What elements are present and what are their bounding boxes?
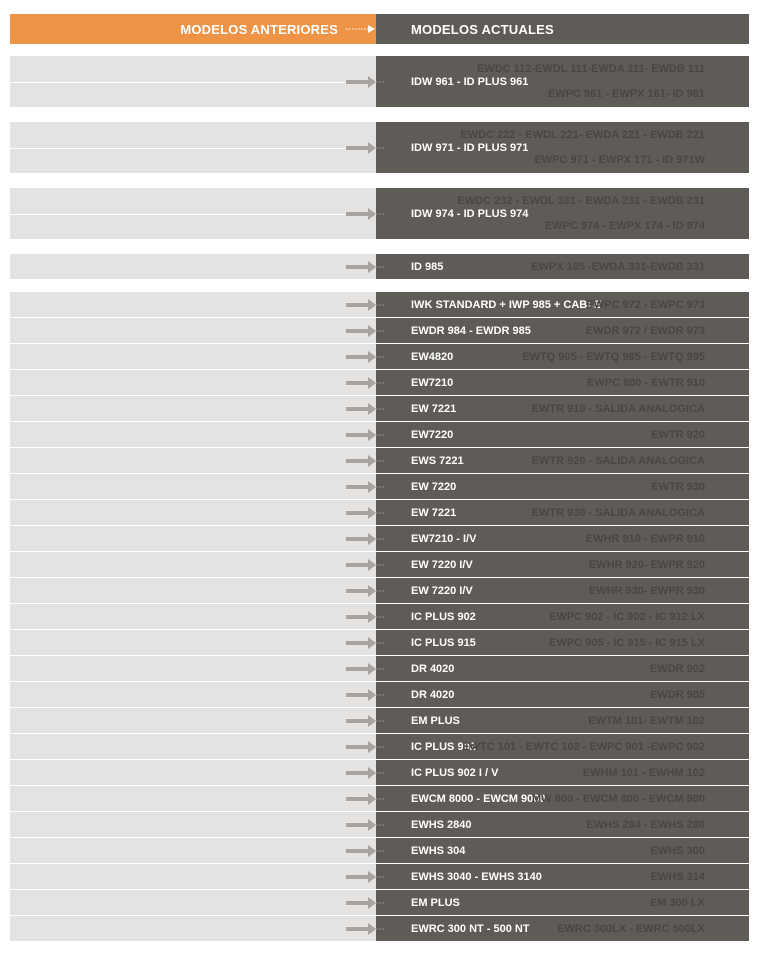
current-model-text: EW7210 - I/V — [411, 532, 477, 545]
current-model-text: EW 7220 I/V — [411, 584, 473, 597]
current-model-text: EW7220 — [411, 428, 454, 441]
model-row — [10, 656, 749, 681]
previous-model-cell — [10, 890, 376, 915]
previous-model-cell — [10, 682, 376, 707]
previous-model-text: EWHS 300 — [650, 844, 705, 857]
header-left-cell — [10, 14, 376, 44]
previous-model-cell — [10, 604, 376, 629]
previous-model-text: EWDC 222 - EWDL 221- EWDA 221 - EWDB 221 — [460, 128, 705, 141]
current-model-text: IC PLUS 902 — [411, 610, 476, 623]
arrow-icon — [344, 792, 384, 806]
previous-model-text: MW 800 - EWCM 800 - EWCM 900 — [532, 792, 705, 805]
current-model-text: ID 985 — [411, 260, 444, 273]
arrow-icon — [344, 584, 384, 598]
previous-model-text: EWTR 910 - SALIDA ANALOGICA — [531, 402, 705, 415]
current-model-text: EM PLUS — [411, 714, 460, 727]
arrow-icon — [344, 454, 384, 468]
previous-model-text: EWPC 974 - EWPX 174 - ID 974 — [544, 220, 705, 233]
model-row — [10, 526, 749, 551]
arrow-icon — [344, 870, 384, 884]
previous-model-text: EWTQ 905 - EWTQ 985 - EWTQ 995 — [522, 350, 705, 363]
group-row — [10, 56, 749, 107]
model-row — [10, 448, 749, 473]
model-row — [10, 370, 749, 395]
previous-model-cell — [10, 838, 376, 863]
current-model-text: EW 7221 — [411, 402, 457, 415]
previous-model-cell — [10, 526, 376, 551]
current-model-text: IWK STANDARD + IWP 985 + CABLE — [411, 298, 602, 311]
header-previous-models: MODELOS ANTERIORES — [180, 21, 338, 37]
model-row — [10, 396, 749, 421]
group-row — [10, 254, 749, 279]
arrow-icon — [344, 922, 384, 936]
current-model-text: IC PLUS 902 — [411, 740, 476, 753]
model-row — [10, 890, 749, 915]
model-row — [10, 760, 749, 785]
previous-model-text: EWDR 902 — [649, 662, 705, 675]
current-model-text: IDW 961 - ID PLUS 961 — [411, 75, 529, 88]
previous-model-text: EWTC 101 - EWTC 102 - EWPC 901 -EWPC 902 — [462, 740, 705, 753]
arrow-icon — [344, 688, 384, 702]
model-row — [10, 422, 749, 447]
arrow-icon — [344, 766, 384, 780]
current-model-text: DR 4020 — [411, 662, 455, 675]
arrow-icon — [344, 22, 384, 36]
model-row — [10, 916, 749, 941]
arrow-icon — [344, 324, 384, 338]
table-header — [10, 14, 749, 44]
previous-model-text: EWTM 101- EWTM 102 — [588, 714, 705, 727]
header-current-models: MODELOS ACTUALES — [411, 21, 554, 37]
arrow-icon — [344, 714, 384, 728]
model-row — [10, 500, 749, 525]
current-model-text: EWRC 300 NT - 500 NT — [411, 922, 530, 935]
arrow-icon — [344, 506, 384, 520]
model-row — [10, 838, 749, 863]
previous-model-text: EWHR 930- EWPR 930 — [588, 584, 705, 597]
model-row — [10, 708, 749, 733]
model-row — [10, 292, 749, 317]
arrow-icon — [344, 740, 384, 754]
arrow-icon — [344, 260, 384, 274]
model-row — [10, 344, 749, 369]
previous-model-text: EWTR 930 - SALIDA ANALOGICA — [531, 506, 705, 519]
model-row — [10, 604, 749, 629]
current-model-text: EW4820 — [411, 350, 454, 363]
model-row — [10, 578, 749, 603]
previous-model-text: EWPC 971 - EWPX 171 - ID 971W — [534, 154, 705, 167]
previous-model-text: EWTR 920 - SALIDA ANALOGICA — [531, 454, 705, 467]
previous-model-text: EWPC 972 - EWPC 973 — [586, 298, 705, 311]
previous-model-text: EWDR 972 / EWDR 973 — [585, 324, 705, 337]
group-row — [10, 188, 749, 239]
previous-model-cell — [10, 344, 376, 369]
previous-model-cell — [10, 656, 376, 681]
previous-model-cell — [10, 370, 376, 395]
current-model-text: EWDR 984 - EWDR 985 — [411, 324, 531, 337]
previous-model-text: EWTR 930 — [651, 480, 705, 493]
current-model-text: DR 4020 — [411, 688, 455, 701]
model-row — [10, 682, 749, 707]
previous-model-text: EWPC 961 - EWPX 161- ID 961 — [547, 88, 705, 101]
previous-model-text: EWTR 920 — [651, 428, 705, 441]
previous-model-cell — [10, 812, 376, 837]
arrow-icon — [344, 558, 384, 572]
header-right-cell — [376, 14, 749, 44]
previous-model-cell — [10, 448, 376, 473]
current-model-text: IDW 971 - ID PLUS 971 — [411, 141, 529, 154]
arrow-icon — [344, 480, 384, 494]
current-model-text: EW 7220 I/V — [411, 558, 473, 571]
arrow-icon — [344, 818, 384, 832]
model-row — [10, 864, 749, 889]
previous-model-text: EWHR 910 - EWPR 910 — [585, 532, 705, 545]
previous-model-text: EWPC 800 - EWTR 910 — [587, 376, 705, 389]
arrow-icon — [344, 350, 384, 364]
arrow-icon — [344, 636, 384, 650]
arrow-icon — [344, 298, 384, 312]
model-row — [10, 630, 749, 655]
previous-model-cell — [10, 786, 376, 811]
previous-model-cell — [10, 708, 376, 733]
previous-model-cell — [10, 760, 376, 785]
previous-model-text: EWHR 920- EWPR 920 — [588, 558, 705, 571]
model-row — [10, 318, 749, 343]
arrow-icon — [344, 75, 384, 89]
arrow-icon — [344, 896, 384, 910]
arrow-icon — [344, 610, 384, 624]
previous-model-text: EWPC 902 - IC 902 - IC 912 LX — [549, 610, 705, 623]
current-model-text: EWHS 2840 — [411, 818, 472, 831]
previous-model-cell — [10, 318, 376, 343]
previous-model-cell — [10, 630, 376, 655]
current-model-text: EW7210 — [411, 376, 454, 389]
previous-model-cell — [10, 916, 376, 941]
previous-model-cell — [10, 734, 376, 759]
previous-model-text: EM 300 LX — [649, 896, 705, 909]
previous-model-cell — [10, 422, 376, 447]
arrow-icon — [344, 207, 384, 221]
current-model-text: EWHS 3040 - EWHS 3140 — [411, 870, 542, 883]
cell-divider — [10, 214, 376, 215]
model-row — [10, 552, 749, 577]
previous-model-text: EWRC 300LX - EWRC 500LX — [557, 922, 705, 935]
model-row — [10, 786, 749, 811]
cell-divider — [10, 148, 376, 149]
arrow-icon — [344, 141, 384, 155]
previous-model-cell — [10, 500, 376, 525]
arrow-icon — [344, 376, 384, 390]
previous-model-text: EWDC 112-EWDL 111-EWDA 111- EWDB 111 — [476, 62, 705, 75]
arrow-icon — [344, 428, 384, 442]
previous-model-text: EWPC 905 - IC 915 - IC 915 LX — [549, 636, 705, 649]
current-model-text: EW 7220 — [411, 480, 457, 493]
previous-model-text: EWHS 284 - EWHS 280 — [586, 818, 705, 831]
group-row — [10, 122, 749, 173]
model-row — [10, 734, 749, 759]
cell-divider — [10, 82, 376, 83]
previous-model-text: EWHS 314 — [650, 870, 705, 883]
previous-model-text: EWDR 905 — [649, 688, 705, 701]
current-model-text: IDW 974 - ID PLUS 974 — [411, 207, 529, 220]
current-model-text: EWCM 8000 - EWCM 9000 — [411, 792, 546, 805]
previous-model-text: EWHM 101 - EWHM 102 — [582, 766, 705, 779]
previous-model-cell — [10, 474, 376, 499]
model-row — [10, 812, 749, 837]
previous-model-cell — [10, 864, 376, 889]
current-model-text: EM PLUS — [411, 896, 460, 909]
previous-model-cell — [10, 254, 376, 279]
arrow-icon — [344, 662, 384, 676]
previous-model-cell — [10, 292, 376, 317]
current-model-text: IC PLUS 902 I / V — [411, 766, 499, 779]
previous-model-cell — [10, 552, 376, 577]
arrow-icon — [344, 402, 384, 416]
previous-model-text: EWDC 232 - EWDL 331 - EWDA 231 - EWDB 231 — [457, 194, 705, 207]
current-model-text: IC PLUS 915 — [411, 636, 476, 649]
current-model-text: EWHS 304 — [411, 844, 466, 857]
previous-model-cell — [10, 578, 376, 603]
previous-model-cell — [10, 396, 376, 421]
current-model-text: EWS 7221 — [411, 454, 464, 467]
current-model-text: EW 7221 — [411, 506, 457, 519]
arrow-icon — [344, 532, 384, 546]
previous-model-text: EWPX 185 -EWDA 331-EWDB 331 — [531, 260, 705, 273]
model-row — [10, 474, 749, 499]
arrow-icon — [344, 844, 384, 858]
